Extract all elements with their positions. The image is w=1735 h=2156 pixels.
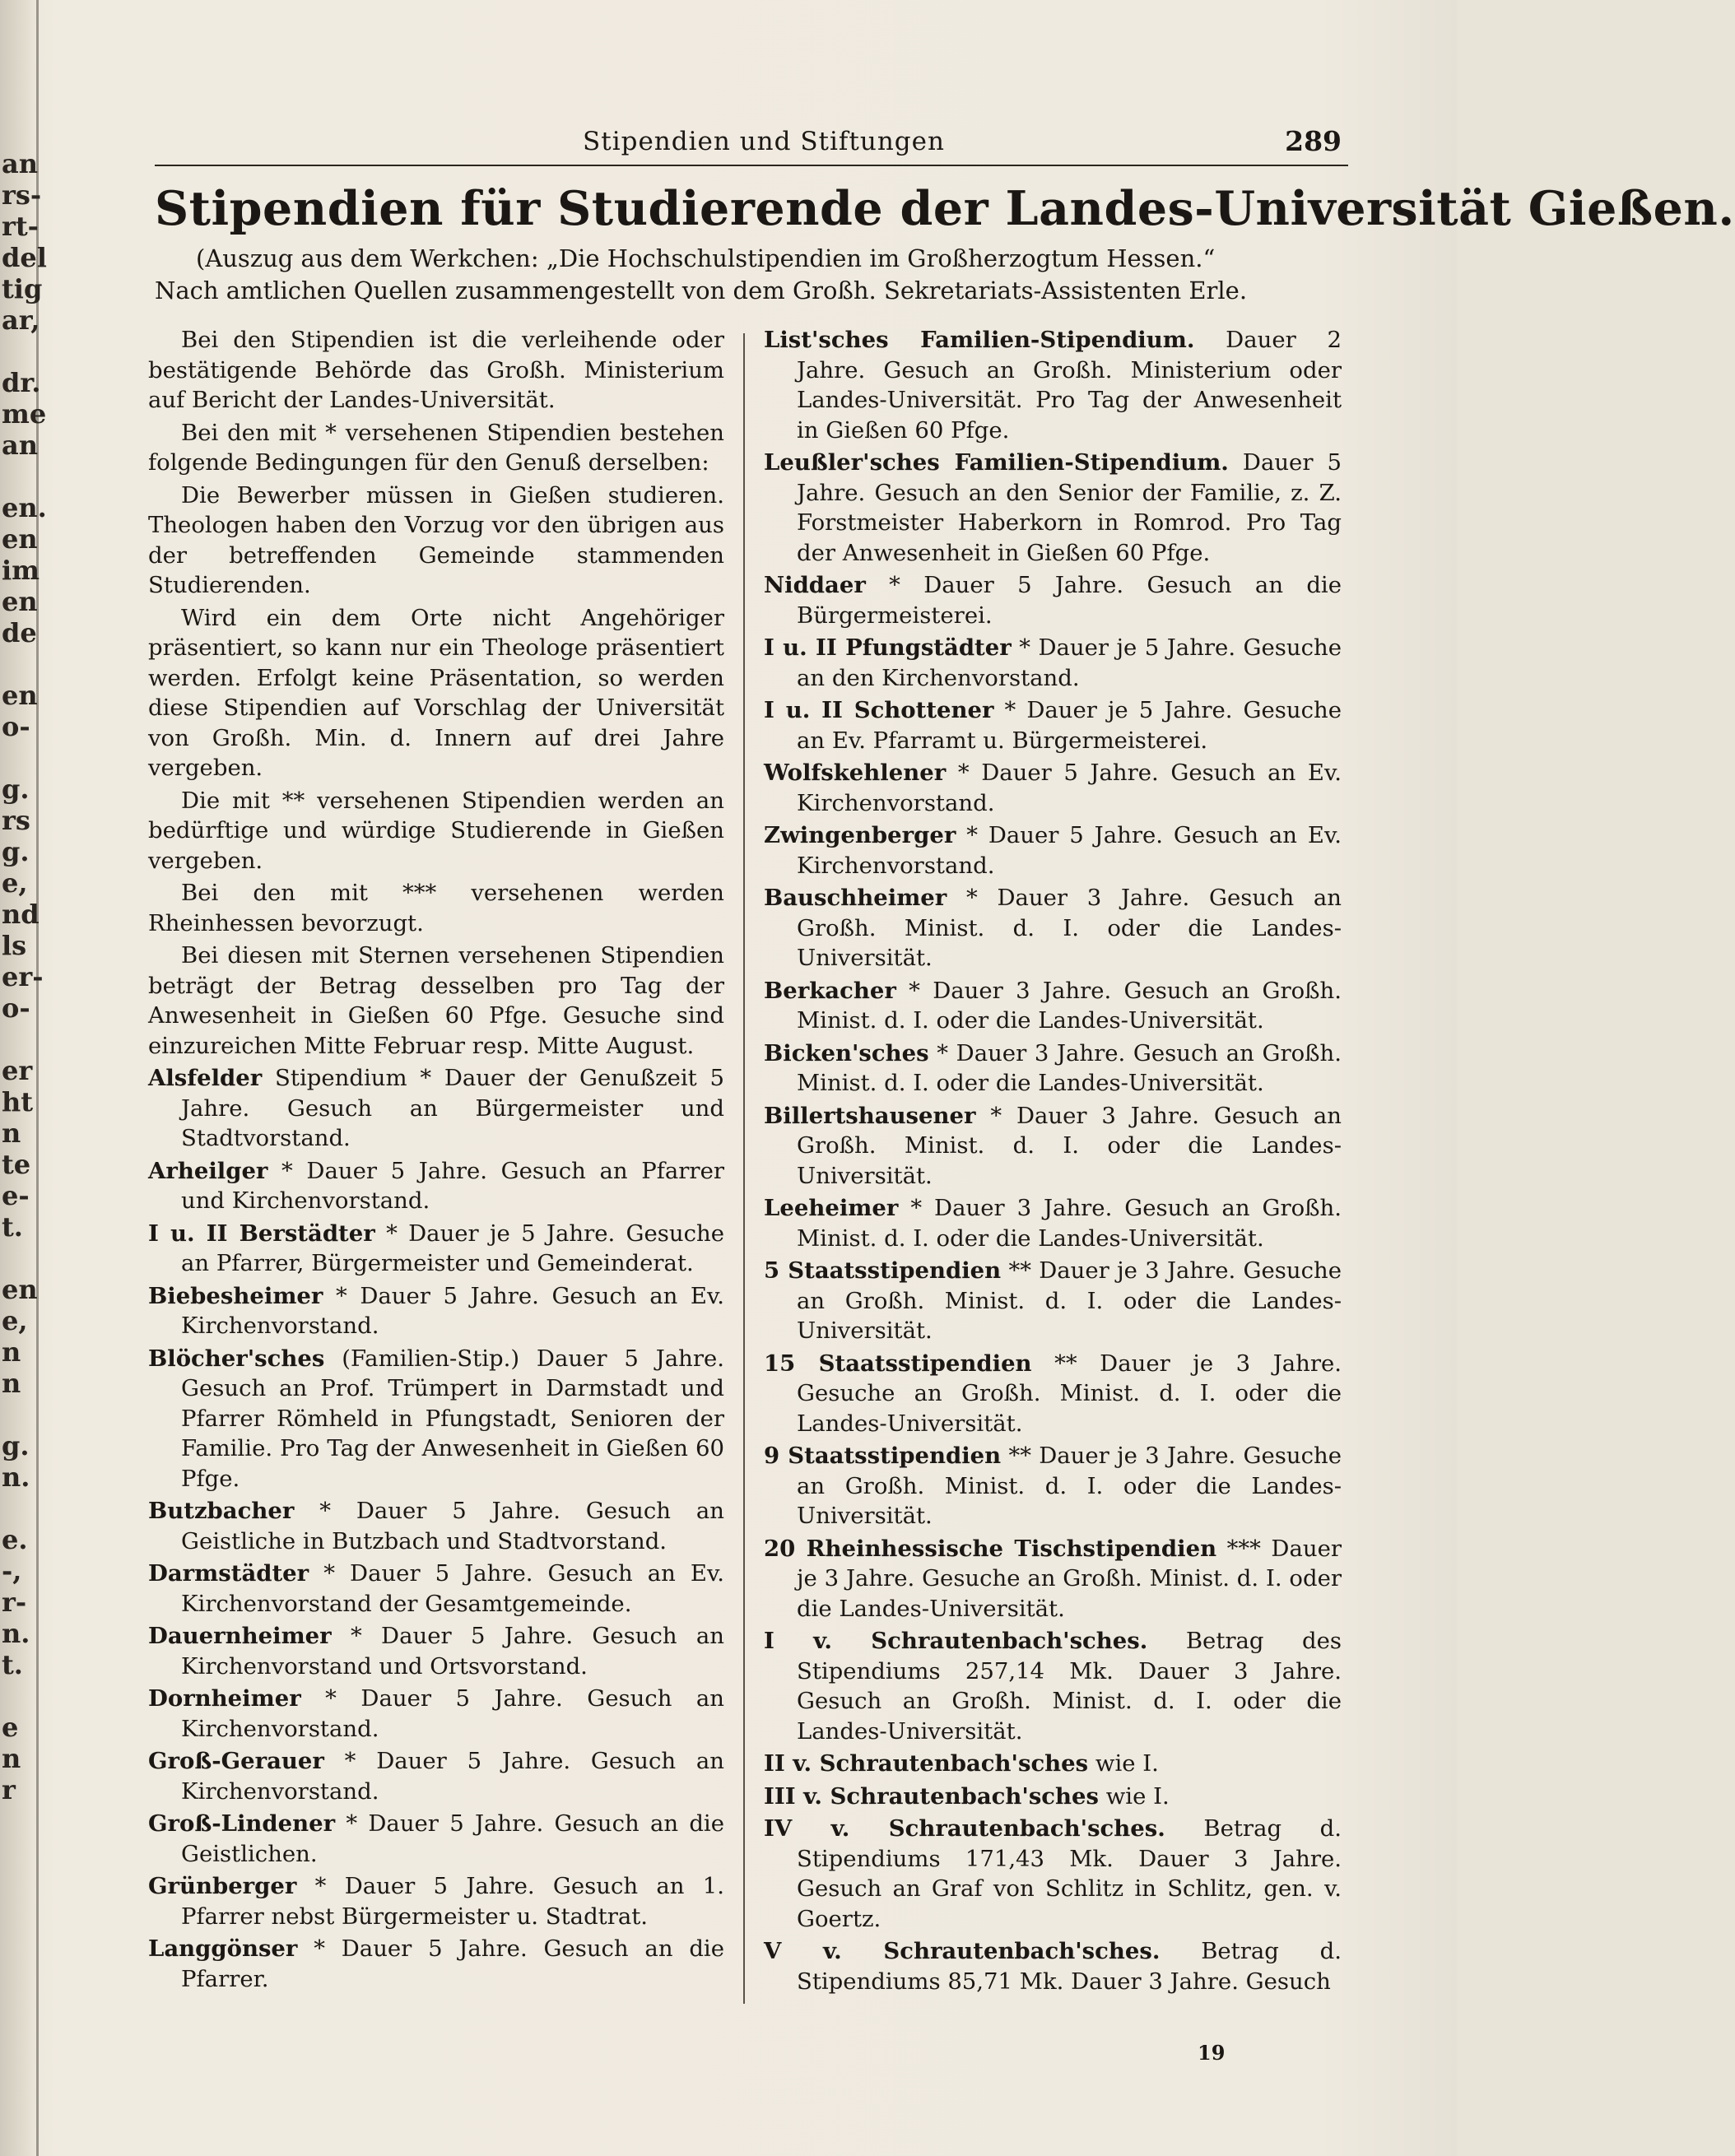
stipend-name: Zwingenberger [764,822,956,848]
stipend-entry [148,1809,724,1869]
stipend-details: Stipendium * Dauer der Genußzeit 5 Jahre. Gesuch an Bürgermeister und Stadtvorstand. [181,1065,724,1151]
gutter-fragment [2,648,40,680]
stipend-entry [764,1534,1342,1624]
stipend-name: I v. Schrautenbach'sches. [764,1628,1148,1654]
stipend-details: * Dauer 5 Jahre. Gesuch an Kirchenvorstand. [181,1748,724,1805]
stipend-entry [764,883,1342,973]
gutter-fragment: n [2,1368,21,1399]
stipend-name: Dauernheimer [148,1623,332,1649]
stipend-name: Groß-Lindener [148,1810,336,1837]
stipend-entry [148,1063,724,1154]
stipend-entry [764,1626,1342,1746]
stipend-entry [764,570,1342,630]
intro-paragraph: Bei diesen mit Sternen versehenen Stipendien beträgt der Betrag desselben pro Tag der Anwesenheit in Gießen 60 Pfge. Gesuche sind einzureichen Mitte Februar resp. Mitte August. [148,942,724,1059]
stipend-details: * Dauer 5 Jahre. Gesuch an die Pfarrer. [181,1935,724,1992]
gutter-fragment [2,336,40,367]
signature-mark: 19 [1198,2041,1226,2065]
gutter-fragment: t. [2,1211,23,1243]
gutter-fragment: en [2,586,38,617]
gutter-fragment [2,1399,40,1430]
gutter-fragment: ls [2,930,27,961]
stipend-details: * Dauer 3 Jahre. Gesuch an Großh. Minist. d. I. oder die Landes-Universität. [797,977,1342,1034]
stipend-entry [764,1441,1342,1531]
intro-paragraph: Bei den mit * versehenen Stipendien bestehen folgende Bedingungen für den Genuß derselben: [148,419,724,476]
gutter-fragment: en [2,1274,38,1305]
stipend-entry [764,820,1342,881]
stipend-details: Dauer 5 Jahre. Gesuch an den Senior der Familie, z. Z. Forstmeister Haberkorn in Romrod. Pro Tag der Anwesenheit in Gießen 60 Pfge. [797,449,1342,566]
stipend-details: * Dauer je 5 Jahre. Gesuche an den Kirchenvorstand. [797,634,1342,691]
previous-page-edge [0,0,47,2156]
stipend-details: * Dauer 3 Jahre. Gesuch an Großh. Minist. d. I. oder die Landes-Universität. [797,1039,1342,1096]
stipend-name: Groß-Gerauer [148,1748,324,1774]
stipend-entry [148,1156,724,1216]
stipend-details: * Dauer 5 Jahre. Gesuch an Ev. Kirchenvorstand. [797,760,1342,816]
stipend-details: * Dauer 5 Jahre. Gesuch an Pfarrer und Kirchenvorstand. [181,1157,724,1214]
stipend-details: Betrag des Stipendiums 257,14 Mk. Dauer 3 Jahre. Gesuch an Großh. Minist. d. I. oder die Landes-Universität. [797,1628,1342,1745]
gutter-fragment: e [2,1712,19,1743]
gutter-fragment: g. [2,774,30,805]
stipend-details: * Dauer 5 Jahre. Gesuch an die Bürgermeisterei. [797,572,1342,629]
stipend-entry [148,1281,724,1341]
stipend-name: V v. Schrautenbach'sches. [764,1938,1161,1964]
subtitle [155,243,1348,307]
stipend-details: * Dauer 5 Jahre. Gesuch an Ev. Kirchenvorstand. [181,1282,724,1339]
stipend-entry [148,1219,724,1279]
stipend-details: ** Dauer je 3 Jahre. Gesuche an Großh. Minist. d. I. oder die Landes-Universität. [797,1443,1342,1529]
stipend-details: * Dauer 5 Jahre. Gesuch an Geistliche in Butzbach und Stadtvorstand. [181,1498,724,1554]
gutter-fragment: nd [2,899,40,930]
gutter-fragment: t. [2,1649,23,1680]
stipend-name: Leeheimer [764,1195,899,1221]
left-entries [148,1063,724,1994]
subtitle-line-2: Nach amtlichen Quellen zusammengestellt von dem Großh. Sekretariats-Assistenten Erle. [155,276,1248,304]
intro-paragraph: Bei den mit *** versehenen werden Rheinhessen bevorzugt. [148,880,724,936]
stipend-name: 15 Staatsstipendien [764,1350,1032,1377]
stipend-entry [764,1039,1342,1099]
stipend-entry [764,1814,1342,1934]
stipend-name: Blöcher'sches [148,1345,325,1372]
stipend-entry [148,1621,724,1681]
subtitle-line-1: (Auszug aus dem Werkchen: „Die Hochschulstipendien im Großherzogtum Hessen.“ [196,244,1216,272]
gutter-fragment: r- [2,1587,27,1618]
stipend-entry [764,1749,1342,1779]
stipend-details: * Dauer 3 Jahre. Gesuch an Großh. Minist. d. I. oder die Landes-Universität. [797,1195,1342,1252]
stipend-name: Butzbacher [148,1498,295,1524]
left-intro [148,325,724,1061]
stipend-name: Bauschheimer [764,885,947,911]
stipend-details: * Dauer 3 Jahre. Gesuch an Großh. Minist. d. I. oder die Landes-Universität. [797,1102,1342,1189]
gutter-fragment [2,742,40,774]
intro-paragraph: Wird ein dem Orte nicht Angehöriger präsentiert, so kann nur ein Theologe präsentiert werden. Erfolgt keine Präsentation, so werden diese Stipendien auf Vorschlag der Universität von Großh. Min. d. Innern auf drei Jahre vergeben. [148,604,724,781]
stipend-details: Betrag d. Stipendiums 171,43 Mk. Dauer 3 Jahre. Gesuch an Graf von Schlitz in Schlitz, gen. v. Goertz. [797,1815,1342,1932]
gutter-fragment: an [2,430,38,461]
left-column [148,325,724,1996]
stipend-entry [148,1934,724,1994]
stipend-name: I u. II Berstädter [148,1220,375,1247]
intro-paragraph: Die Bewerber müssen in Gießen studieren. Theologen haben den Vorzug vor den übrigen aus der betreffenden Gemeinde stammenden Studierenden. [148,481,724,598]
gutter-fragment: ar, [2,304,40,336]
stipend-details: * Dauer 5 Jahre. Gesuch an Kirchenvorstand und Ortsvorstand. [181,1623,724,1680]
gutter-fragment: n. [2,1618,30,1649]
stipend-details: ** Dauer je 3 Jahre. Gesuche an Großh. Minist. d. I. oder die Landes-Universität. [797,1257,1342,1344]
stipend-name: Wolfskehlener [764,760,947,786]
gutter-fragment: rt- [2,211,39,242]
gutter-fragment: o- [2,992,30,1024]
stipend-name: 5 Staatsstipendien [764,1257,1002,1284]
stipend-entry [148,1559,724,1619]
gutter-fragment [2,461,40,492]
stipend-details: wie I. [1088,1750,1159,1777]
gutter-fragment: r [2,1774,16,1805]
stipend-name: 20 Rheinhessische Tischstipendien [764,1535,1217,1562]
previous-page-text-fragments [2,148,47,1805]
stipend-name: Niddaer [764,572,866,598]
stipend-details: * Dauer 3 Jahre. Gesuch an Großh. Minist. d. I. oder die Landes-Universität. [797,885,1342,971]
stipend-name: Biebesheimer [148,1282,323,1309]
running-head-title: Stipendien und Stiftungen [583,127,945,156]
gutter-fragment: rs- [2,179,42,211]
stipend-name: List'sches Familien-Stipendium. [764,327,1195,353]
stipend-entry [764,758,1342,818]
gutter-fragment: te [2,1149,31,1180]
gutter-fragment: er [2,1055,33,1086]
stipend-name: Leußler'sches Familien-Stipendium. [764,449,1229,476]
stipend-details: Dauer 2 Jahre. Gesuch an Großh. Ministerium oder Landes-Universität. Pro Tag der Anwesenheit in Gießen 60 Pfge. [797,327,1342,444]
stipend-name: Langgönser [148,1935,298,1962]
gutter-fragment: e. [2,1524,28,1555]
gutter-fragment: o- [2,711,30,742]
stipend-name: Grünberger [148,1873,297,1899]
right-entries [764,325,1342,1996]
gutter-fragment: an [2,148,38,179]
right-column [764,325,1342,1999]
gutter-fragment: e, [2,867,28,899]
gutter-fragment: me [2,398,47,430]
stipend-name: Alsfelder [148,1065,263,1091]
stipend-entry [764,325,1342,445]
stipend-entry [764,1256,1342,1346]
stipend-details: * Dauer 5 Jahre. Gesuch an 1. Pfarrer nebst Bürgermeister u. Stadtrat. [181,1873,724,1930]
gutter-fragment: de [2,617,37,648]
stipend-name: Billertshausener [764,1102,976,1129]
gutter-fragment: n [2,1743,21,1774]
stipend-name: Bicken'sches [764,1039,929,1066]
gutter-fragment: n. [2,1461,30,1493]
stipend-details: *** Dauer je 3 Jahre. Gesuche an Großh. Minist. d. I. oder die Landes-Universität. [797,1535,1342,1622]
gutter-fragment: n [2,1336,21,1368]
stipend-entry [764,1936,1342,1996]
gutter-fragment: e- [2,1180,30,1211]
stipend-entry [148,1496,724,1556]
stipend-name: Darmstädter [148,1560,309,1587]
gutter-fragment: im [2,555,40,586]
column-divider [743,333,745,2004]
stipend-details: * Dauer 5 Jahre. Gesuch an Ev. Kirchenvorstand der Gesamtgemeinde. [181,1560,724,1617]
gutter-fragment [2,1493,40,1524]
stipend-entry [148,1746,724,1806]
gutter-fragment: e, [2,1305,28,1336]
gutter-fragment [2,1680,40,1712]
intro-paragraph: Bei den Stipendien ist die verleihende oder bestätigende Behörde das Großh. Ministerium auf Bericht der Landes-Universität. [148,327,724,413]
gutter-fragment: g. [2,836,30,867]
gutter-fragment: n [2,1117,21,1149]
stipend-name: II v. Schrautenbach'sches [764,1750,1089,1777]
stipend-name: I u. II Pfungstädter [764,634,1012,661]
gutter-fragment: en [2,523,38,555]
stipend-entry [764,448,1342,568]
gutter-fragment: en. [2,492,47,523]
stipend-details: (Familien-Stip.) Dauer 5 Jahre. Gesuch an Prof. Trümpert in Darmstadt und Pfarrer Römheld in Pfungstadt, Senioren der Familie. Pro Tag der Anwesenheit in Gießen 60 Pfge. [181,1345,724,1492]
page-title: Stipendien für Studierende der Landes-Universität Gießen. [155,181,1735,236]
stipend-details: wie I. [1099,1782,1170,1810]
stipend-name: Dornheimer [148,1685,301,1712]
gutter-fragment: tig [2,273,43,304]
stipend-entry [764,1782,1342,1812]
gutter-fragment [2,1243,40,1274]
running-head [155,123,1348,166]
stipend-name: IV v. Schrautenbach'sches. [764,1815,1165,1842]
intro-paragraph: Die mit ** versehenen Stipendien werden an bedürftige und würdige Studierende in Gießen vergeben. [148,787,724,874]
page-number: 289 [1285,125,1342,157]
stipend-name: 9 Staatsstipendien [764,1443,1002,1469]
stipend-details: * Dauer 5 Jahre. Gesuch an Kirchenvorstand. [181,1685,724,1742]
gutter-fragment: ht [2,1086,34,1117]
stipend-entry [764,1101,1342,1192]
stipend-name: I u. II Schottener [764,697,994,723]
gutter-fragment: rs [2,805,30,836]
stipend-entry [148,1684,724,1744]
stipend-name: III v. Schrautenbach'sches [764,1782,1100,1810]
stipend-entry [764,1349,1342,1439]
gutter-fragment [2,1024,40,1055]
stipend-details: ** Dauer je 3 Jahre. Gesuche an Großh. Minist. d. I. oder die Landes-Universität. [797,1350,1342,1437]
stipend-details: * Dauer 5 Jahre. Gesuch an die Geistlichen. [181,1810,724,1867]
stipend-entry [764,633,1342,693]
stipend-details: * Dauer je 5 Jahre. Gesuche an Pfarrer, Bürgermeister und Gemeinderat. [181,1220,724,1276]
gutter-fragment: en [2,680,38,711]
stipend-entry [148,1871,724,1931]
gutter-fragment: dr. [2,367,41,398]
stipend-details: * Dauer je 5 Jahre. Gesuche an Ev. Pfarramt u. Bürgermeisterei. [797,697,1342,754]
stipend-name: Arheilger [148,1157,268,1184]
gutter-fragment: er- [2,961,44,992]
stipend-entry [764,976,1342,1036]
stipend-entry [764,1193,1342,1253]
stipend-name: Berkacher [764,977,896,1004]
stipend-entry [764,695,1342,755]
gutter-fragment: del [2,242,47,273]
stipend-entry [148,1344,724,1494]
stipend-details: * Dauer 5 Jahre. Gesuch an Ev. Kirchenvorstand. [797,822,1342,879]
gutter-fragment: g. [2,1430,30,1461]
stipend-details: Betrag d. Stipendiums 85,71 Mk. Dauer 3 Jahre. Gesuch [797,1938,1342,1995]
gutter-fragment: -, [2,1555,22,1587]
